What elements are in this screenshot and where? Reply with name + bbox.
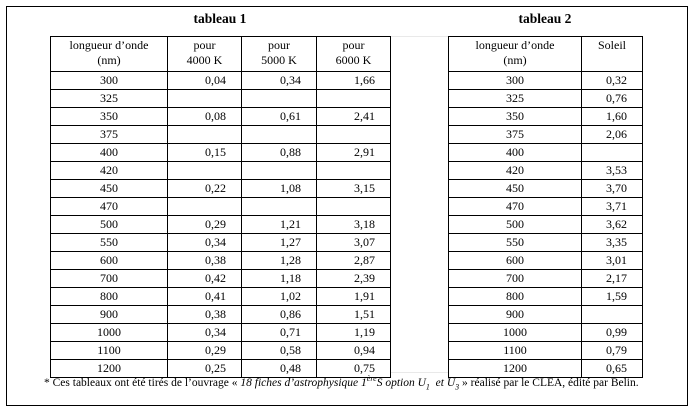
table1-cell-wavelength: 470 [51,198,168,216]
table1-cell-value [242,126,317,144]
table1-cell-wavelength: 700 [51,270,168,288]
table2-cell-wavelength: 450 [449,180,582,198]
table1-cell-value: 0,41 [168,288,242,306]
footnote [44,376,646,391]
table1-cell-value: 1,27 [242,234,317,252]
table1-cell-value: 1,21 [242,216,317,234]
table1-cell-value [168,198,242,216]
table1-row [51,306,391,324]
table1-cell-value [317,126,391,144]
table2-cell-wavelength: 1100 [449,342,582,360]
table1-cell-value: 0,38 [168,306,242,324]
table2-cell-value: 0,32 [582,72,643,90]
table1-cell-wavelength: 1100 [51,342,168,360]
table2-row [449,198,643,216]
table1-cell-value: 0,15 [168,144,242,162]
table1-row [51,162,391,180]
table1-row [51,360,391,378]
table1-cell-value: 3,15 [317,180,391,198]
table1-cell-value [317,90,391,108]
table1-cell-value: 3,07 [317,234,391,252]
table1-cell-wavelength: 600 [51,252,168,270]
table1-cell-value: 0,04 [168,72,242,90]
table2-row [449,342,643,360]
table1-cell-wavelength: 800 [51,288,168,306]
table2-cell-value: 2,17 [582,270,643,288]
table2-cell-value: 3,35 [582,234,643,252]
table1-cell-value: 0,34 [242,72,317,90]
table1-cell-value [242,90,317,108]
table2 [448,36,643,378]
table2-row [449,306,643,324]
table1-cell-value: 1,66 [317,72,391,90]
table2-cell-wavelength: 700 [449,270,582,288]
table1-row [51,234,391,252]
table1-cell-value [317,162,391,180]
table1-cell-value: 2,87 [317,252,391,270]
table1-header-4000k: pour 4000 K [168,37,242,72]
table2-row [449,288,643,306]
table1-cell-value: 0,48 [242,360,317,378]
table1-row [51,216,391,234]
table1-cell-value: 0,25 [168,360,242,378]
table1-cell-value: 0,58 [242,342,317,360]
book-title-mid: S option U [376,377,426,389]
table1-row [51,324,391,342]
table2-cell-value: 0,79 [582,342,643,360]
table2-cell-value: 0,99 [582,324,643,342]
table2-cell-value: 3,62 [582,216,643,234]
table2-cell-wavelength: 375 [449,126,582,144]
table1-cell-value: 1,51 [317,306,391,324]
table2-header-row [449,37,643,72]
table1-row [51,108,391,126]
table2-header-wavelength: longueur d’onde (nm) [449,37,582,72]
table-gap [390,36,448,373]
table2-cell-value: 1,59 [582,288,643,306]
table1-cell-value [242,198,317,216]
table2-row [449,252,643,270]
table2-row [449,144,643,162]
table2-title: tableau 2 [518,11,572,26]
table1-cell-wavelength: 1200 [51,360,168,378]
table2-row [449,126,643,144]
table2-cell-wavelength: 300 [449,72,582,90]
book-title-start: 18 fiches d’astrophysique 1 [240,377,367,389]
table1-row [51,270,391,288]
table1-cell-value: 0,61 [242,108,317,126]
footnote-prefix: * Ces tableaux ont été tirés de l’ouvrage « [44,377,241,389]
book-title-sub2: 3 [455,382,460,392]
table2-row [449,216,643,234]
book-title-sup: ère [366,374,377,384]
table1-cell-value: 1,02 [242,288,317,306]
table1-row [51,198,391,216]
table1-cell-wavelength: 1000 [51,324,168,342]
table2-row [449,180,643,198]
table1-cell-wavelength: 420 [51,162,168,180]
table1-cell-value: 1,19 [317,324,391,342]
table1-cell-value: 0,29 [168,342,242,360]
footnote-suffix: » réalisé par le CLEA, édité par Belin. [459,377,639,389]
table1-cell-value [242,162,317,180]
table2-cell-value: 0,76 [582,90,643,108]
table2-cell-value: 2,06 [582,126,643,144]
table1-cell-value: 1,18 [242,270,317,288]
table1-cell-wavelength: 500 [51,216,168,234]
table1-cell-value: 0,08 [168,108,242,126]
table1-cell-value: 2,41 [317,108,391,126]
table1-cell-value: 1,91 [317,288,391,306]
table1-cell-value: 0,38 [168,252,242,270]
table1-row [51,288,391,306]
table1-row [51,180,391,198]
table2-row [449,270,643,288]
table1-cell-value: 1,28 [242,252,317,270]
table1-cell-value [168,90,242,108]
table1-row [51,144,391,162]
table2-cell-value: 3,01 [582,252,643,270]
table1-cell-value: 0,34 [168,234,242,252]
table1-row [51,252,391,270]
table2-cell-wavelength: 1200 [449,360,582,378]
table2-cell-value [582,144,643,162]
table2-row [449,90,643,108]
table2-header-sun: Soleil [582,37,643,72]
table1-cell-value: 0,86 [242,306,317,324]
table2-row [449,360,643,378]
table1-cell-wavelength: 450 [51,180,168,198]
table1-cell-wavelength: 300 [51,72,168,90]
table1-cell-value: 0,22 [168,180,242,198]
table2-row [449,72,643,90]
table1-cell-value [317,198,391,216]
table2-cell-value [582,306,643,324]
table1-header-5000k: pour 5000 K [242,37,317,72]
table1-cell-value: 0,42 [168,270,242,288]
table2-row [449,162,643,180]
table1-cell-value [168,126,242,144]
table2-cell-wavelength: 800 [449,288,582,306]
table2-cell-wavelength: 550 [449,234,582,252]
table2-cell-wavelength: 900 [449,306,582,324]
table1-cell-value [168,162,242,180]
table1-cell-value: 2,39 [317,270,391,288]
table1-header-row [51,37,391,72]
table2-cell-value: 3,71 [582,198,643,216]
table1-cell-wavelength: 350 [51,108,168,126]
table1-cell-value: 3,18 [317,216,391,234]
table2-cell-value: 3,70 [582,180,643,198]
table2-cell-wavelength: 420 [449,162,582,180]
table1-header-wavelength: longueur d’onde (nm) [51,37,168,72]
table2-row [449,324,643,342]
table1-row [51,126,391,144]
table1-cell-value: 0,88 [242,144,317,162]
table1-cell-wavelength: 375 [51,126,168,144]
table2-cell-wavelength: 350 [449,108,582,126]
table1-cell-wavelength: 325 [51,90,168,108]
table2-cell-wavelength: 500 [449,216,582,234]
table2-row [449,234,643,252]
table1-cell-value: 2,91 [317,144,391,162]
footnote-book-title [240,374,460,392]
table2-cell-wavelength: 325 [449,90,582,108]
table2-cell-wavelength: 600 [449,252,582,270]
table2-cell-wavelength: 1000 [449,324,582,342]
table1-row [51,90,391,108]
table1-cell-wavelength: 400 [51,144,168,162]
table1-cell-value: 1,08 [242,180,317,198]
table1-cell-wavelength: 900 [51,306,168,324]
table2-cell-wavelength: 400 [449,144,582,162]
table1-row [51,72,391,90]
table1 [50,36,391,378]
table1-cell-value: 0,75 [317,360,391,378]
table1-cell-wavelength: 550 [51,234,168,252]
table1-cell-value: 0,94 [317,342,391,360]
table1-header-6000k: pour 6000 K [317,37,391,72]
table1-row [51,342,391,360]
table1-title: tableau 1 [193,11,247,26]
table1-cell-value: 0,71 [242,324,317,342]
table2-cell-value: 1,60 [582,108,643,126]
table2-cell-value: 3,53 [582,162,643,180]
table1-cell-value: 0,34 [168,324,242,342]
table2-cell-wavelength: 470 [449,198,582,216]
table1-cell-value: 0,29 [168,216,242,234]
book-title-and: et U [429,377,456,389]
table2-row [449,108,643,126]
book-title-sub1: 1 [425,382,430,392]
table2-cell-value: 0,65 [582,360,643,378]
